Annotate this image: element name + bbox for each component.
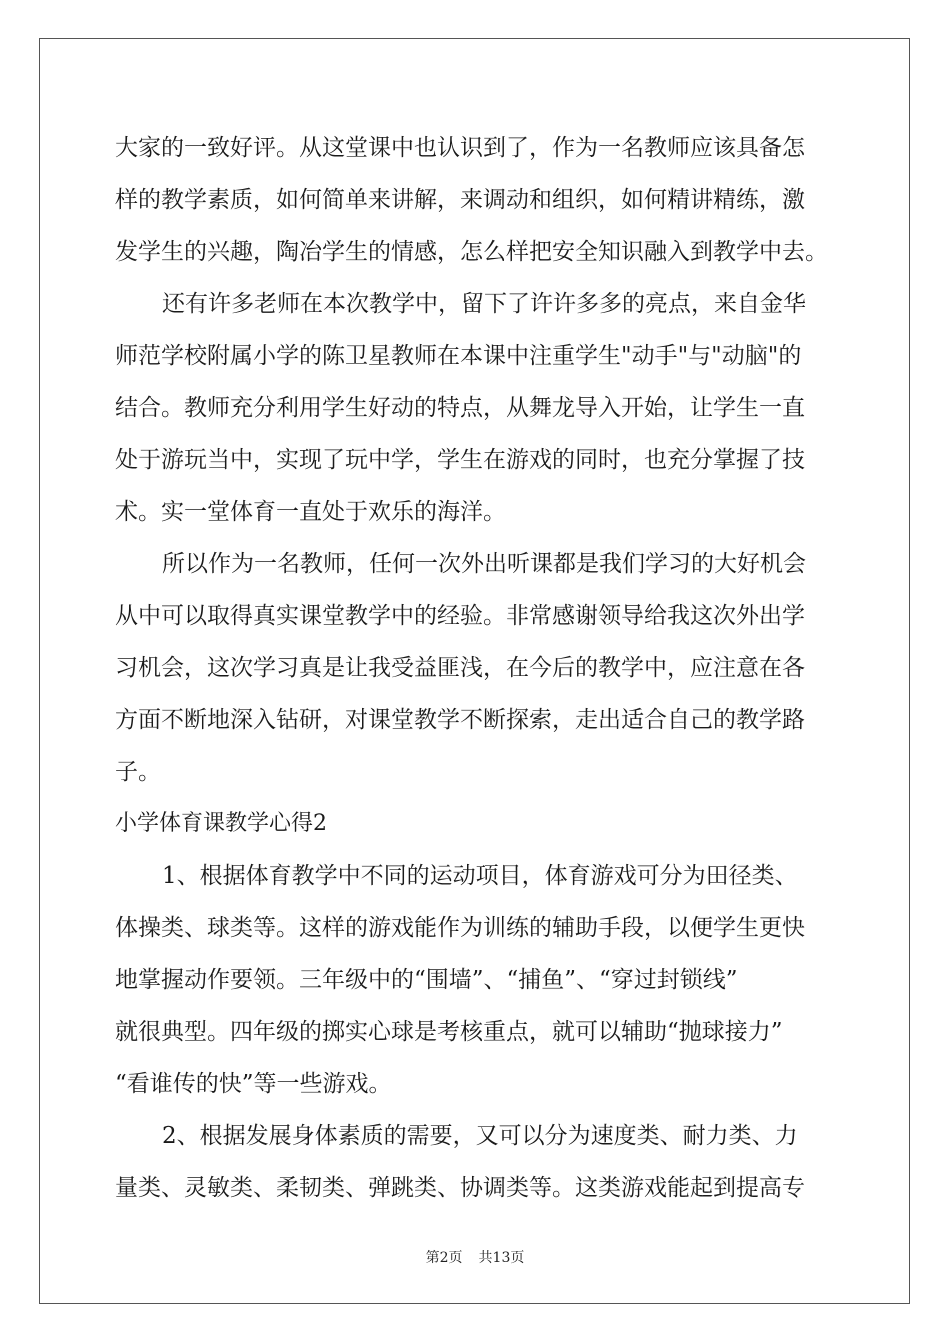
text-line: 子。 — [115, 759, 161, 785]
text-line: 从中可以取得真实课堂教学中的经验。非常感谢领导给我这次外出学 — [115, 603, 805, 629]
text-line: “看谁传的快”等一些游戏。 — [115, 1071, 392, 1097]
text-line: 方面不断地深入钻研，对课堂教学不断探索，走出适合自己的教学路 — [115, 707, 805, 733]
paragraph-start-line: 1、根据体育教学中不同的运动项目，体育游戏可分为田径类、 — [162, 863, 798, 889]
text-line: 术。实一堂体育一直处于欢乐的海洋。 — [115, 499, 506, 525]
text-line: 地掌握动作要领。三年级中的“围墙”、“捕鱼”、“穿过封锁线” — [115, 967, 738, 993]
page-footer — [0, 1247, 950, 1267]
text-line: 量类、灵敏类、柔韧类、弹跳类、协调类等。这类游戏能起到提高专 — [115, 1175, 805, 1201]
paragraph-start-line: 所以作为一名教师，任何一次外出听课都是我们学习的大好机会 — [162, 551, 806, 577]
section-heading: 小学体育课教学心得2 — [115, 811, 327, 836]
text-line: 结合。教师充分利用学生好动的特点，从舞龙导入开始，让学生一直 — [115, 395, 805, 421]
text-line: 师范学校附属小学的陈卫星教师在本课中注重学生"动手"与"动脑"的 — [115, 343, 802, 369]
text-line: 样的教学素质，如何简单来讲解，来调动和组织，如何精讲精练，激 — [115, 187, 805, 213]
paragraph-start-line: 还有许多老师在本次教学中，留下了许许多多的亮点，来自金华 — [162, 291, 806, 317]
text-line: 体操类、球类等。这样的游戏能作为训练的辅助手段，以便学生更快 — [115, 915, 805, 941]
text-line: 大家的一致好评。从这堂课中也认识到了，作为一名教师应该具备怎 — [115, 135, 805, 161]
text-line: 习机会，这次学习真是让我受益匪浅，在今后的教学中，应注意在各 — [115, 655, 805, 681]
text-line: 就很典型。四年级的掷实心球是考核重点，就可以辅助“抛球接力” — [115, 1019, 783, 1045]
text-line: 处于游玩当中，实现了玩中学，学生在游戏的同时，也充分掌握了技 — [115, 447, 805, 473]
page-total: 共13页 — [478, 1250, 525, 1266]
paragraph-start-line: 2、根据发展身体素质的需要，又可以分为速度类、耐力类、力 — [162, 1123, 798, 1149]
page-number: 第2页 — [425, 1250, 463, 1266]
document-body — [115, 122, 845, 1214]
text-line: 发学生的兴趣，陶冶学生的情感，怎么样把安全知识融入到教学中去。 — [115, 239, 828, 265]
